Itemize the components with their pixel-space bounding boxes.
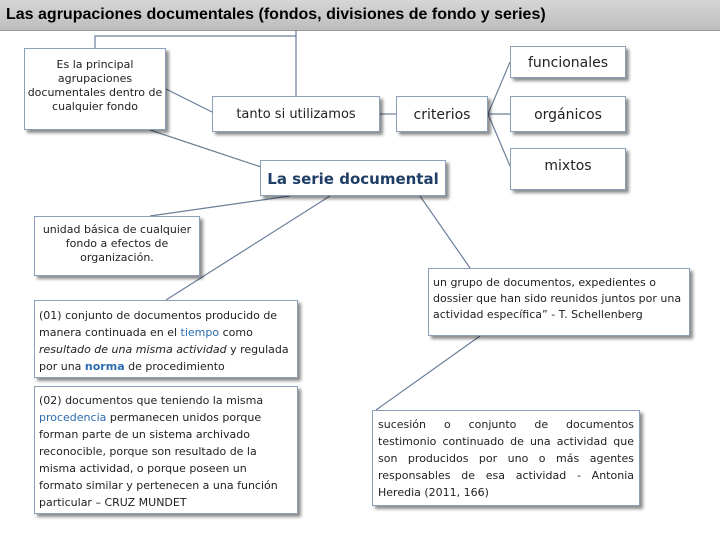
o1-part-2: como [219,326,253,339]
schellenberg-box [428,268,690,336]
o1-resultado: resultado de una misma actividad [39,343,227,356]
serie-documental-box [260,160,446,196]
grupo-part-2: , expedientes o dossier que han sido reunidos juntos por una actividad específica” - T. Schellenberg [433,276,682,321]
diagram-title: Las agrupaciones documentales (fondos, divisiones de fondo y series) [6,6,546,23]
o2-procedencia: procedencia [39,411,107,424]
principal-text: Es la principal agrupaciones documentales dentro de cualquier fondo [27,58,163,113]
mixtos-text: mixtos [544,158,592,174]
connector-serie-grupo [420,196,470,268]
mixtos-box [510,148,626,190]
connector-serie-principal [150,130,270,170]
connector-criterios-funcionales [488,62,510,114]
unidad-text: unidad básica de cualquier fondo a efectos de organización. [42,223,192,264]
principal-box [24,48,166,130]
funcionales-text: funcionales [527,55,609,71]
definition-01-box [34,300,298,378]
connector-grupo-sucesion [376,336,480,410]
connector-principal-tanto [166,89,212,112]
heredia-box [372,410,640,506]
criterios-text: criterios [413,107,471,123]
o2-part-1: (02) documentos que teniendo la misma [39,394,264,407]
organicos-text: orgánicos [534,107,602,123]
o2-part-2: permanecen unidos porque forman parte de un sistema archivado reconocible, porque son resultado de la misma actividad, o porque poseen un formato similar y pertenecen a una función particular – CRUZ MUNDET [39,411,278,509]
o1-norma: norma [84,360,125,373]
tanto-box [212,96,380,132]
o1-tiempo: tiempo [180,326,220,339]
tanto-text: tanto si utilizamos [236,107,356,122]
o1-part-1: (01) conjunto de documentos producido de manera continuada en el [39,309,278,339]
connector-criterios-mixtos [488,114,510,166]
sucesion-text: sucesión o conjunto de documentos testimonio continuado de una actividad que son producidos por uno o más agentes responsables de esa actividad - Antonia Heredia (2011, 166) [378,418,634,499]
o1-part-3: y regulada por una [39,343,289,373]
definition-02-box [34,386,298,514]
unidad-box [34,216,200,276]
connector-serie-unidad [150,196,290,216]
organicos-box [510,96,626,132]
criterios-box [396,96,488,132]
funcionales-box [510,46,626,78]
grupo-part-1: un grupo de documentos [433,276,572,289]
serie-documental-text: La serie documental [267,170,439,188]
o1-part-4: de procedimiento [124,360,225,373]
